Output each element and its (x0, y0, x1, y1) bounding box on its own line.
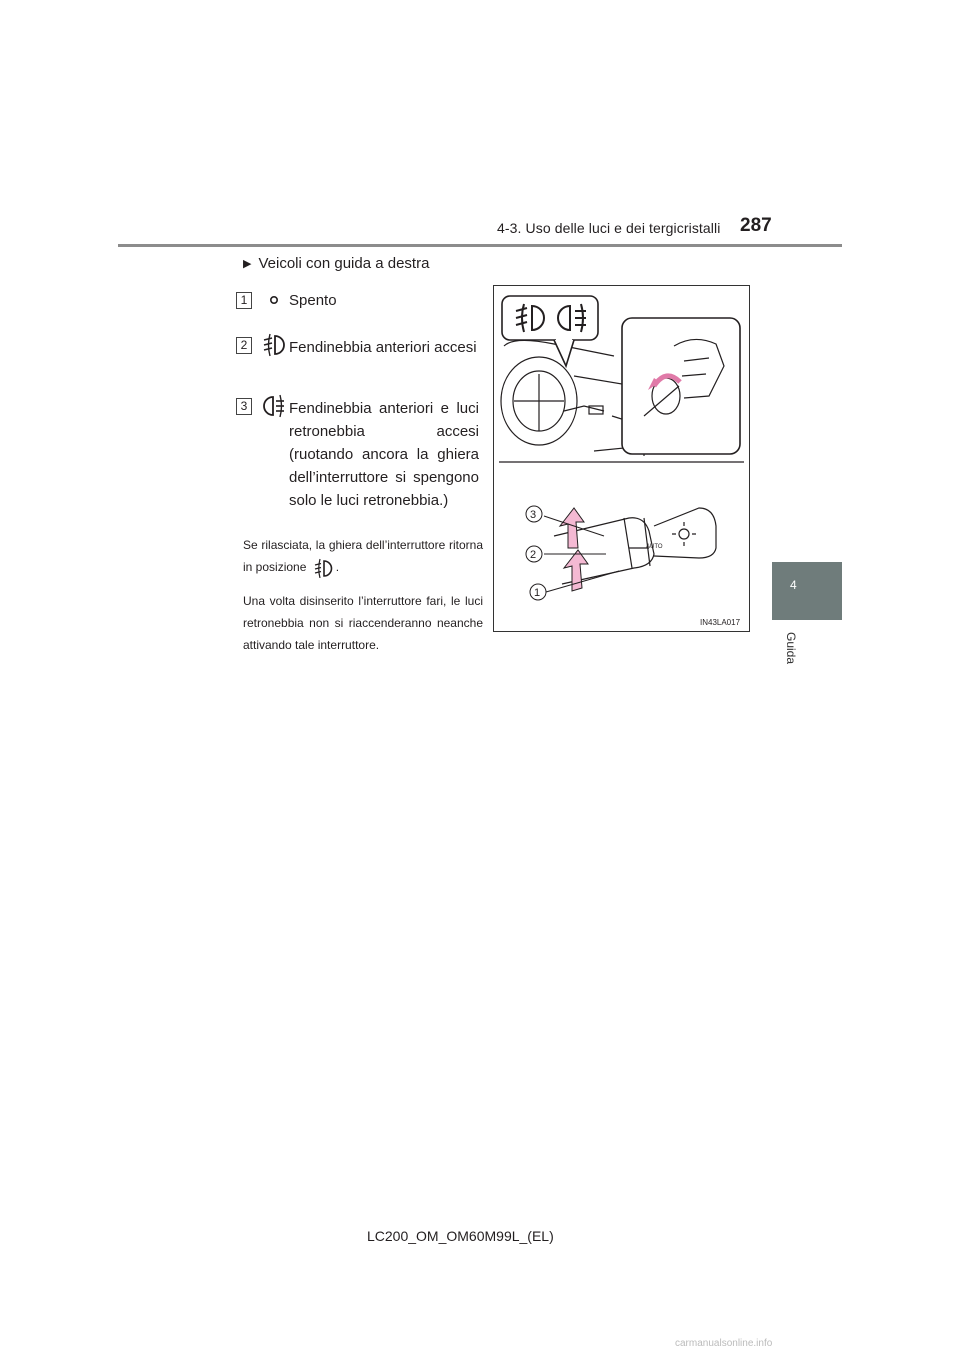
callout-3: 3 (530, 509, 537, 521)
header-divider (118, 244, 842, 247)
subsection-heading (243, 255, 429, 272)
figure-code: IN43LA017 (700, 618, 741, 627)
fog-switch-illustration (494, 286, 749, 631)
item-text-1: Spento (289, 292, 337, 309)
chapter-number: 4 (790, 578, 797, 592)
front-rear-fog-icon (260, 393, 288, 419)
auto-marking: AUTO (646, 544, 663, 550)
heading-text: Veicoli con guida a destra (258, 255, 430, 272)
note-headlight-off: Una volta disinserito l’interruttore fari, le luci retronebbia non si riaccenderanno neanche attivando tale interruttore. (243, 594, 483, 652)
illustration-frame (493, 285, 750, 632)
front-fog-inline-icon (312, 558, 334, 578)
watermark: carmanualsonline.info (675, 1338, 773, 1349)
chapter-tab (772, 562, 842, 620)
item-text-3: Fendinebbia anteriori e luci retronebbia accesi (ruotando ancora la ghiera dell’interruttore si spengono solo le luci retronebbia.) (289, 400, 479, 509)
zoom-inset (622, 318, 740, 454)
note-return-position (243, 534, 483, 578)
item-number-1: 1 (236, 292, 252, 309)
item-number-2: 2 (236, 337, 252, 354)
fog-off-icon (266, 292, 282, 308)
icon-callout-bubble (502, 296, 598, 366)
triangle-bullet-icon: ▶ (243, 258, 252, 270)
page-number: 287 (740, 215, 772, 236)
chapter-label: Guida (784, 632, 798, 665)
item-number-3: 3 (236, 398, 252, 415)
note-text: Se rilasciata, la ghiera dell’interruttore ritorna in posizione (243, 538, 483, 574)
manual-code: LC200_OM_OM60M99L_(EL) (367, 1228, 554, 1244)
front-fog-icon (260, 332, 288, 358)
section-title: 4-3. Uso delle luci e dei tergicristalli (497, 220, 721, 236)
note-punct: . (335, 560, 340, 574)
item-text-2: Fendinebbia anteriori accesi (289, 339, 477, 356)
callout-2: 2 (530, 549, 537, 561)
callout-1: 1 (534, 587, 541, 599)
